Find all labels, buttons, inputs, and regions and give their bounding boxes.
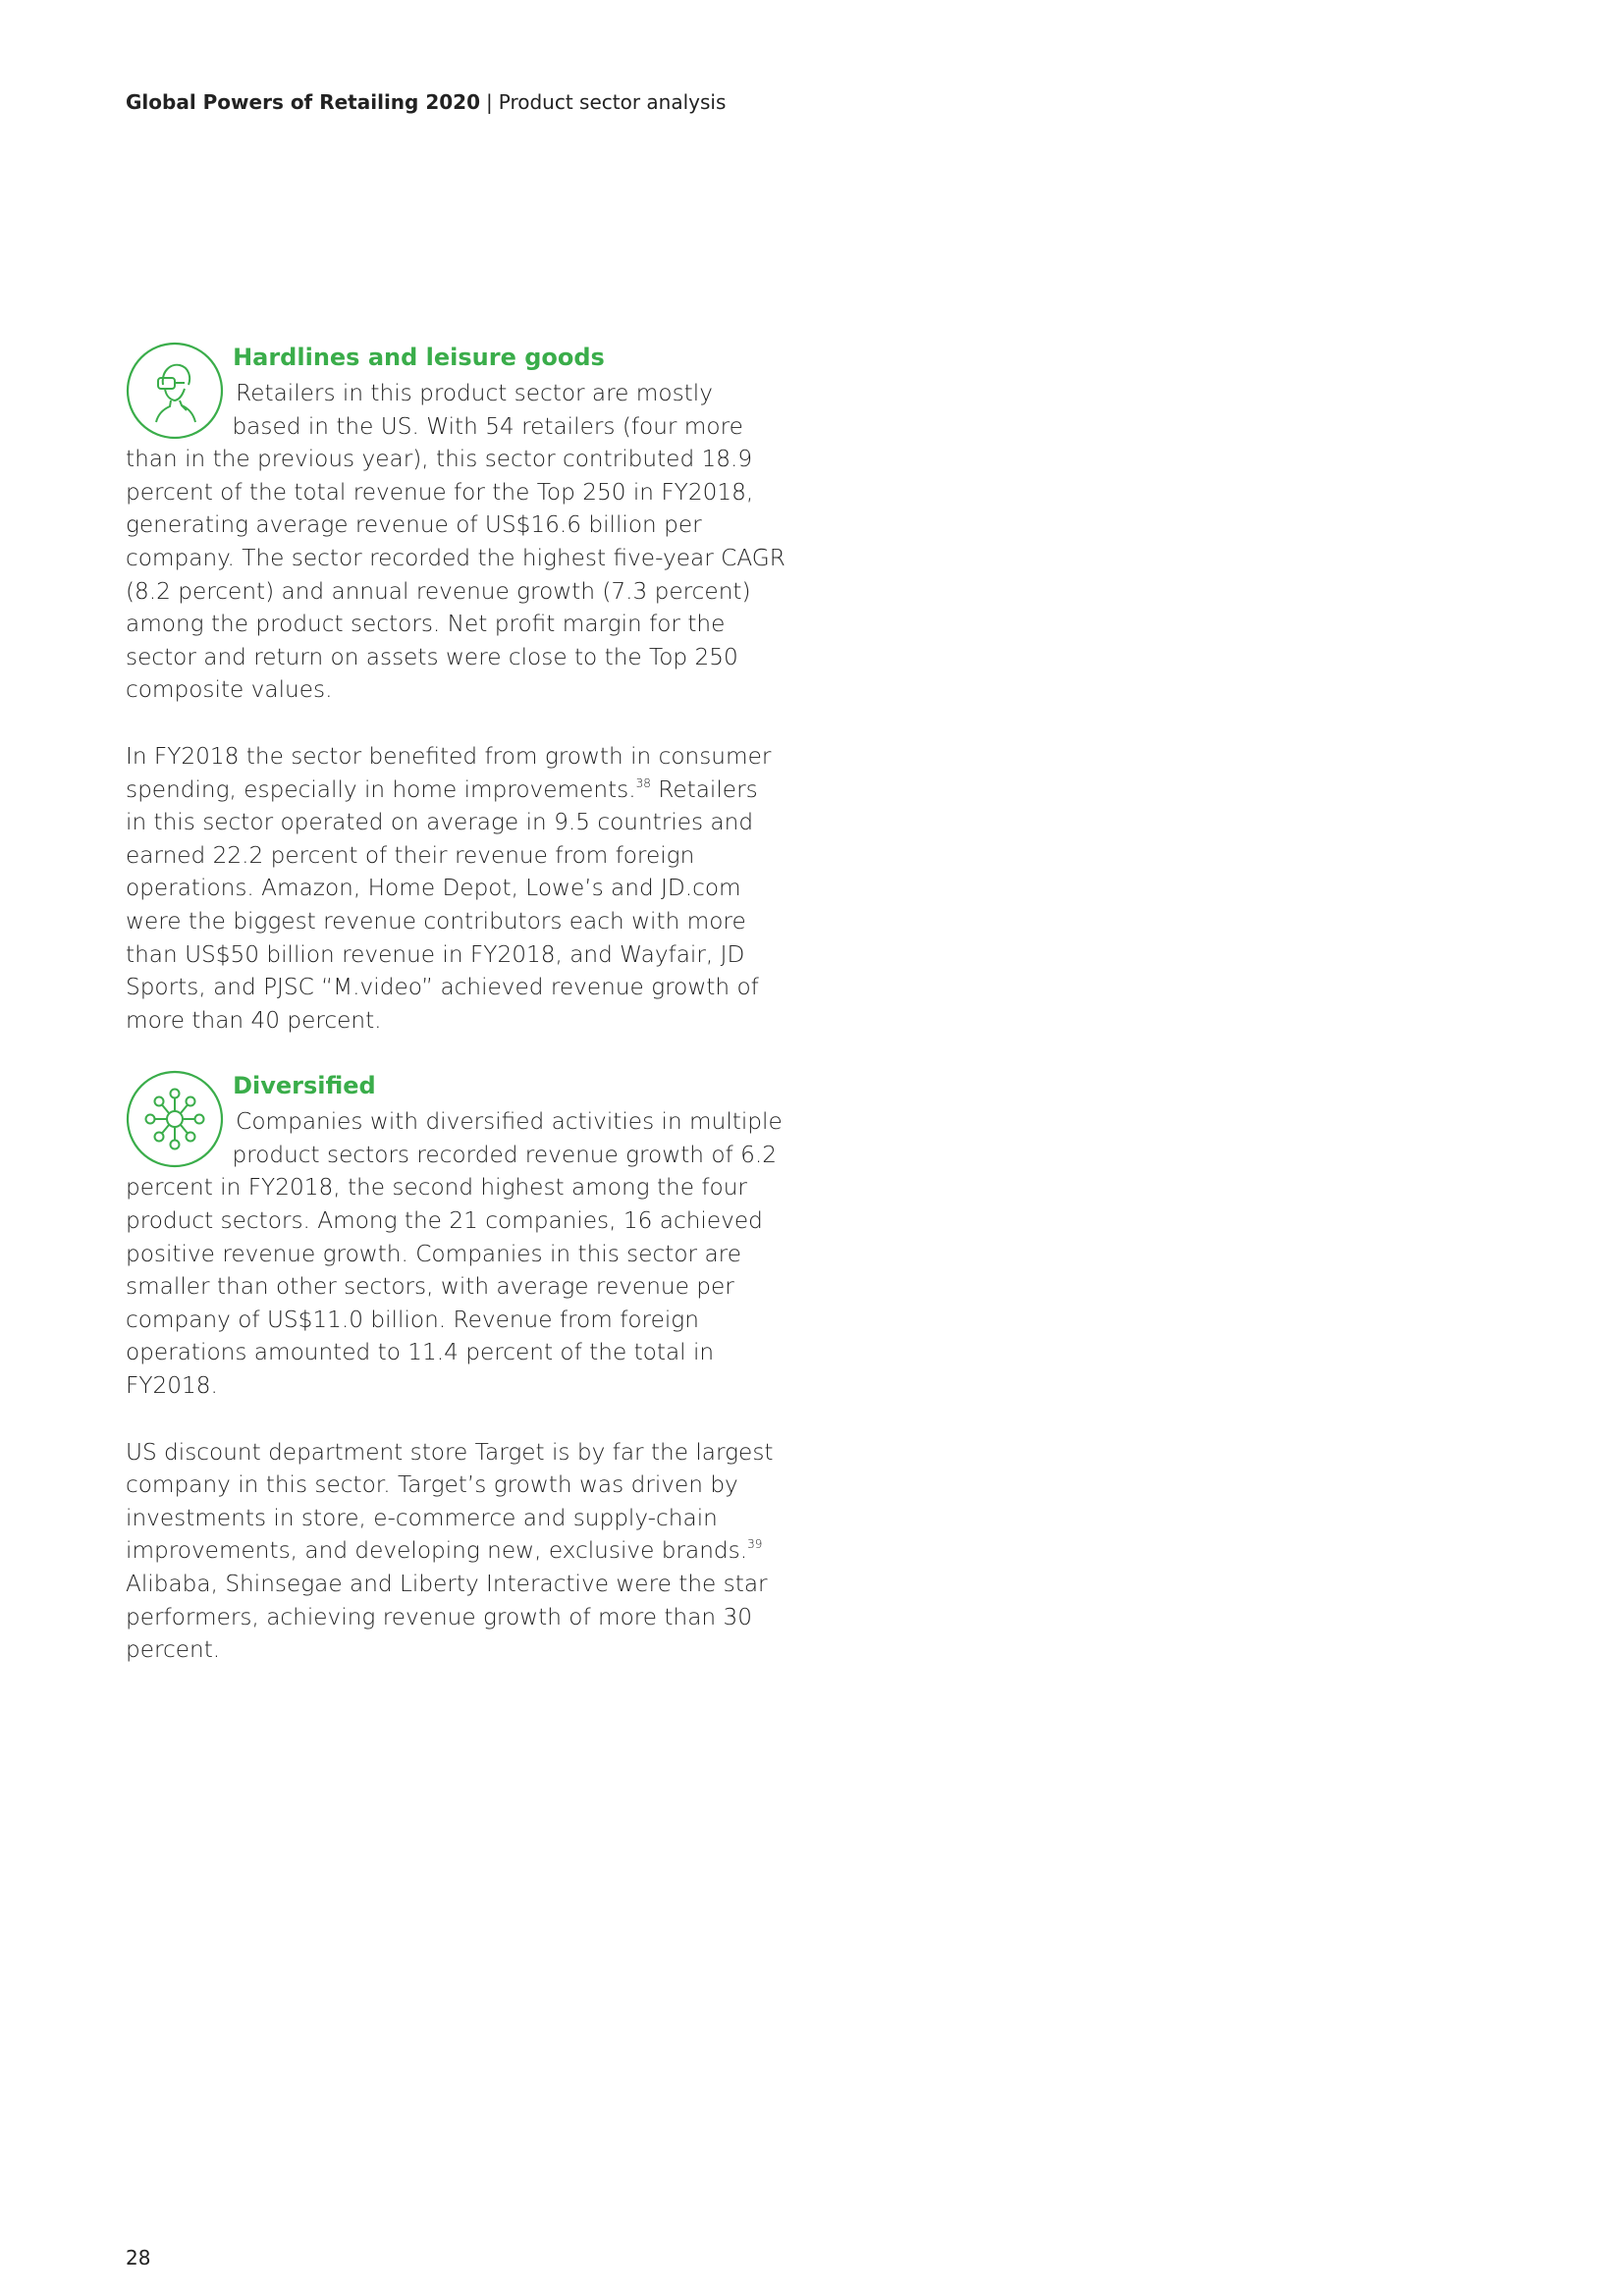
paragraph-text: Alibaba, Shinsegae and Liberty Interactive were the star performers, achieving revenue growth of more than 30 percent. — [126, 1571, 768, 1664]
footnote-reference[interactable]: 39 — [747, 1537, 763, 1552]
paragraph-text: In FY2018 the sector benefited from growth in consumer spending, especially in home improvements. — [126, 742, 772, 803]
footnote-reference[interactable]: 38 — [635, 775, 651, 790]
section-title: Diversified — [233, 1072, 376, 1100]
section-paragraph: Companies with diversified activities in multiple product sectors recorded revenue growth of 6.2 percent in FY2018, the second highest among the four product sectors. Among the 21 companies, 16 achieved positive revenue growth. Companies in this sector are smaller than other sectors, with average revenue per company of US$11.0 billion. Revenue from foreign operations amounted to 11.4 percent of the total in FY2018. — [126, 1108, 783, 1400]
section-hardlines — [126, 342, 785, 1037]
running-header — [126, 88, 726, 116]
section-title: Hardlines and leisure goods — [233, 344, 605, 371]
section-diversified — [126, 1070, 785, 1667]
person-vr-headset-icon — [126, 342, 224, 440]
page-number: 28 — [126, 2246, 151, 2269]
section-paragraph — [126, 740, 785, 1037]
main-content — [126, 342, 785, 1667]
header-separator: | — [486, 90, 493, 114]
section-paragraph: Retailers in this product sector are mostly based in the US. With 54 retailers (four more than in the previous year), this sector contributed 18.9 percent of the total revenue for the Top 250 in FY2018, generating average revenue of US$16.6 billion per company. The sector recorded the highest five-year CAGR (8.2 percent) and annual revenue growth (7.3 percent) among the product sectors. Net profit margin for the sector and return on assets were close to the Top 250 composite values. — [126, 380, 785, 704]
paragraph-text: US discount department store Target is by far the largest company in this sector. Target’s growth was driven by investments in store, e-commerce and supply-chain improvements, and developing new, exclusive brands. — [126, 1438, 774, 1565]
document-title: Global Powers of Retailing 2020 — [126, 90, 480, 114]
section-paragraph — [126, 1436, 785, 1667]
network-nodes-icon — [126, 1070, 224, 1168]
paragraph-text: Retailers in this sector operated on average in 9.5 countries and earned 22.2 percent of their revenue from foreign operations. Amazon, Home Depot, Lowe’s and JD.com were the biggest revenue contributors each with more than US$50 billion revenue in FY2018, and Wayfair, JD Sports, and PJSC “M.video” achieved revenue growth of more than 40 percent. — [126, 775, 759, 1034]
section-name: Product sector analysis — [498, 90, 727, 114]
